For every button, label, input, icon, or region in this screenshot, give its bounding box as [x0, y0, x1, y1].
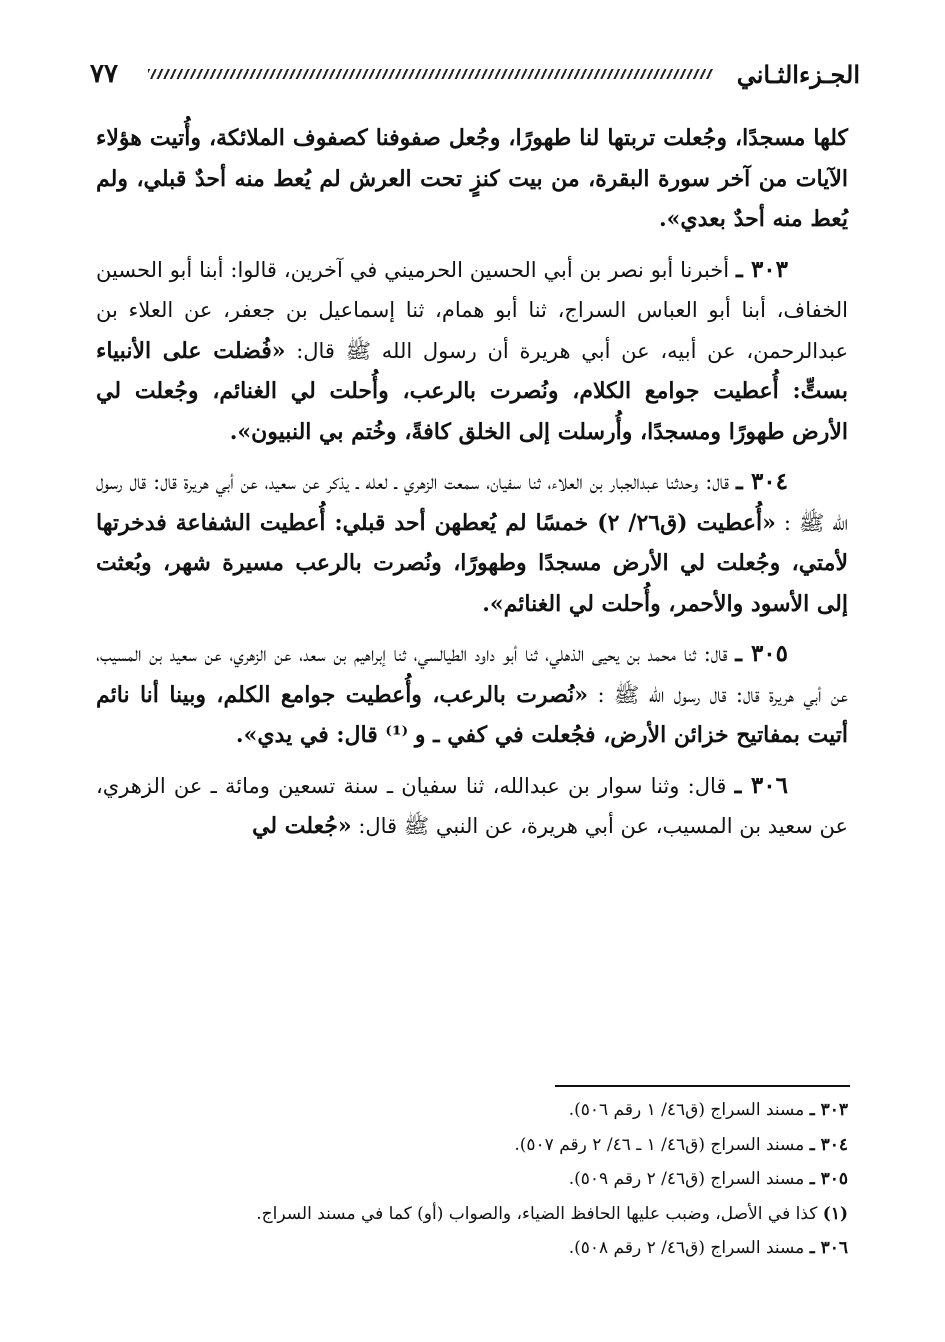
- page-header: [90, 50, 860, 98]
- footnote-item: [96, 1128, 848, 1163]
- body-text: [96, 118, 848, 857]
- page-number: ٧٧: [90, 59, 118, 89]
- hadith-number: ٣٠٦ ـ: [734, 771, 788, 799]
- matn-tail: ⁽¹⁾ قال: في يدي».: [235, 722, 409, 748]
- footnote-item: [96, 1231, 848, 1266]
- footnote-text: كذا في الأصل، وضبب عليها الحافظ الضياء، والصواب (أو) كما في مسند السراج.: [256, 1203, 818, 1224]
- footnote-number: ٣٠٣ ـ: [809, 1100, 848, 1120]
- footnote-item: [96, 1093, 848, 1128]
- header-divider: [148, 69, 713, 79]
- isnad-text: أخبرنا أبو نصر بن أبي الحسين الحرميني في آخرين، قالوا: أبنا أبو الحسين الخفاف، أبنا أبو العباس السراج، ثنا أبو همام، ثنا إسماعيل بن جعفر، عن العلاء بن عبدالرحمن، عن أبيه، عن أبي هريرة أن رسول الله ﷺ قال:: [96, 257, 848, 363]
- footnote-text: مسند السراج (ق٤٦/ ٢ رقم ٥٠٩).: [568, 1169, 805, 1189]
- running-title: الجـزءالثـاني: [736, 59, 860, 89]
- matn-text: كلها مسجدًا، وجُعلت تربتها لنا طهورًا، وجُعل صفوفنا كصفوف الملائكة، وأُتيت هؤلاء الآيات من آخر سورة البقرة، من بيت كنزٍ تحت العرش لم يُعط منه أحدٌ قبلي، ولم يُعط منه أحدٌ بعدي».: [96, 125, 848, 232]
- isnad-text: قال: وحدثنا عبدالجبار بن العلاء، ثنا سفيان، سمعت الزهري ـ لعله ـ يذكر عن سعيد، عن أبي هريرة قال: قال رسول الله ﷺ :: [96, 470, 849, 535]
- matn-text: «أُعطيت (ق٢٦/ ٢) خمسًا لم يُعطهن أحد قبلي: أُعطيت الشفاعة فدخرتها لأمتي، وجُعلت لي الأرض مسجدًا وطهورًا، ونُصرت بالرعب مسيرة شهر، وبُعثت إلى الأسود والأحمر، وأُحلت لي الغنائم».: [96, 509, 848, 617]
- hadith-number: ٣٠٣ ـ: [736, 255, 788, 283]
- footnote-item: [96, 1162, 848, 1197]
- hadith-306: [96, 766, 848, 847]
- paragraph-continuation: [96, 118, 848, 240]
- matn-text: «جُعلت لي: [252, 813, 352, 839]
- footnote-number: (١): [822, 1203, 848, 1224]
- footnote-text: مسند السراج (ق٤٦/ ١ ـ ٤٦/ ٢ رقم ٥٠٧).: [514, 1134, 805, 1155]
- matn-text: «فُضلت على الأنبياء بستٍّ: أُعطيت جوامع الكلام، ونُصرت بالرعب، وأُحلت لي الغنائم، وجُعلت لي الأرض طهورًا ومسجدًا، وأُرسلت إلى الخلق كافةً، وخُتم بي النبيون».: [96, 337, 848, 445]
- footnotes: [96, 1093, 848, 1266]
- hadith-number: ٣٠٥ ـ: [735, 640, 788, 667]
- isnad-text: قال: وثنا سوار بن عبدالله، ثنا سفيان ـ سنة تسعين ومائة ـ عن الزهري، عن سعيد بن المسيب، عن أبي هريرة، عن النبي ﷺ قال:: [96, 773, 848, 838]
- footnote-text: مسند السراج (ق٤٦/ ٢ رقم ٥٠٨).: [568, 1238, 805, 1258]
- hadith-304: [96, 462, 848, 624]
- footnote-number: ٣٠٦ ـ: [809, 1238, 848, 1258]
- footnote-number: ٣٠٤ ـ: [809, 1134, 848, 1155]
- footnote-text: مسند السراج (ق٤٦/ ١ رقم ٥٠٦).: [568, 1100, 805, 1120]
- isnad-text: قال: ثنا محمد بن يحيى الذهلي، ثنا أبو داود الطيالسي، ثنا إبراهيم بن سعد، عن الزهري، عن سعيد بن المسيب، عن أبي هريرة قال: قال رسول الله ﷺ :: [96, 642, 848, 707]
- hadith-305: [96, 634, 848, 756]
- footnote-divider: [555, 1085, 850, 1087]
- hadith-number: ٣٠٤ ـ: [735, 468, 789, 495]
- hadith-303: [96, 250, 848, 453]
- matn-text: «نُصرت بالرعب، وأُعطيت جوامع الكلم، وبينا أنا نائم أتيت بمفاتيح خزائن الأرض، فجُعلت في كفي ـ و: [96, 681, 848, 748]
- footnote-number: ٣٠٥ ـ: [809, 1169, 848, 1189]
- footnote-item: [96, 1197, 848, 1232]
